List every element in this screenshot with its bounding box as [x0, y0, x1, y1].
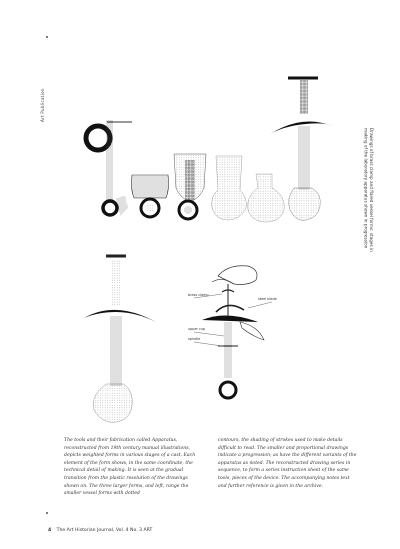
body-text-left: The tools and their fabrication called Apparatus, reconstructed from 19th century manual illustrations, depicts weighted forms in various stages of a cast. Each element of the form shows, in the same coordinate, the technical detail of making. It is seen at the gradual transition from the plastic resolution of the drawings shown on. The three larger forms, and left, range the smaller vessel forms with dotted: [64, 438, 196, 497]
margin-dot-bottom: [46, 512, 48, 514]
vessel-drawing-5: [248, 174, 285, 222]
top-figure: [70, 70, 360, 230]
figure-label-a: brass clamp: [188, 293, 209, 297]
right-figure: [188, 256, 284, 426]
vessel-drawing-4: [212, 156, 247, 220]
left-figure: [80, 248, 170, 428]
side-label: Art Publication: [40, 88, 45, 122]
running-head: The Art Historian Journal, Vol. 4 No. 3 ART: [56, 528, 153, 533]
vessel-drawing-1: [86, 120, 132, 216]
figure-label-c: spindle: [188, 337, 201, 341]
body-column-left: [64, 437, 204, 498]
body-column-right: [218, 437, 358, 490]
figure-caption: Drawings of brass clamp and flared vessel forms: stages in making of the laboratory apparatus shown in progression: [363, 128, 374, 252]
page-number: 4: [48, 528, 52, 533]
figure-label-d: steel blade: [258, 297, 277, 301]
margin-dot-top: [46, 36, 48, 38]
page-footer: [48, 528, 208, 533]
vessel-drawing-3: [174, 154, 206, 219]
vessel-drawing-2: [131, 175, 168, 217]
figure-label-b: upper cup: [188, 327, 206, 331]
body-text-right: contours, the shading of strokes used to make details difficult to read. The smaller and proportional drawings indicate a progression; as have the different variants of the apparatus as noted. The reconstructed drawing series in sequence, to form a series instruction sheet of the same tools, pieces of the device. The accompanying notes text and further reference is given in the archive.: [218, 438, 357, 489]
